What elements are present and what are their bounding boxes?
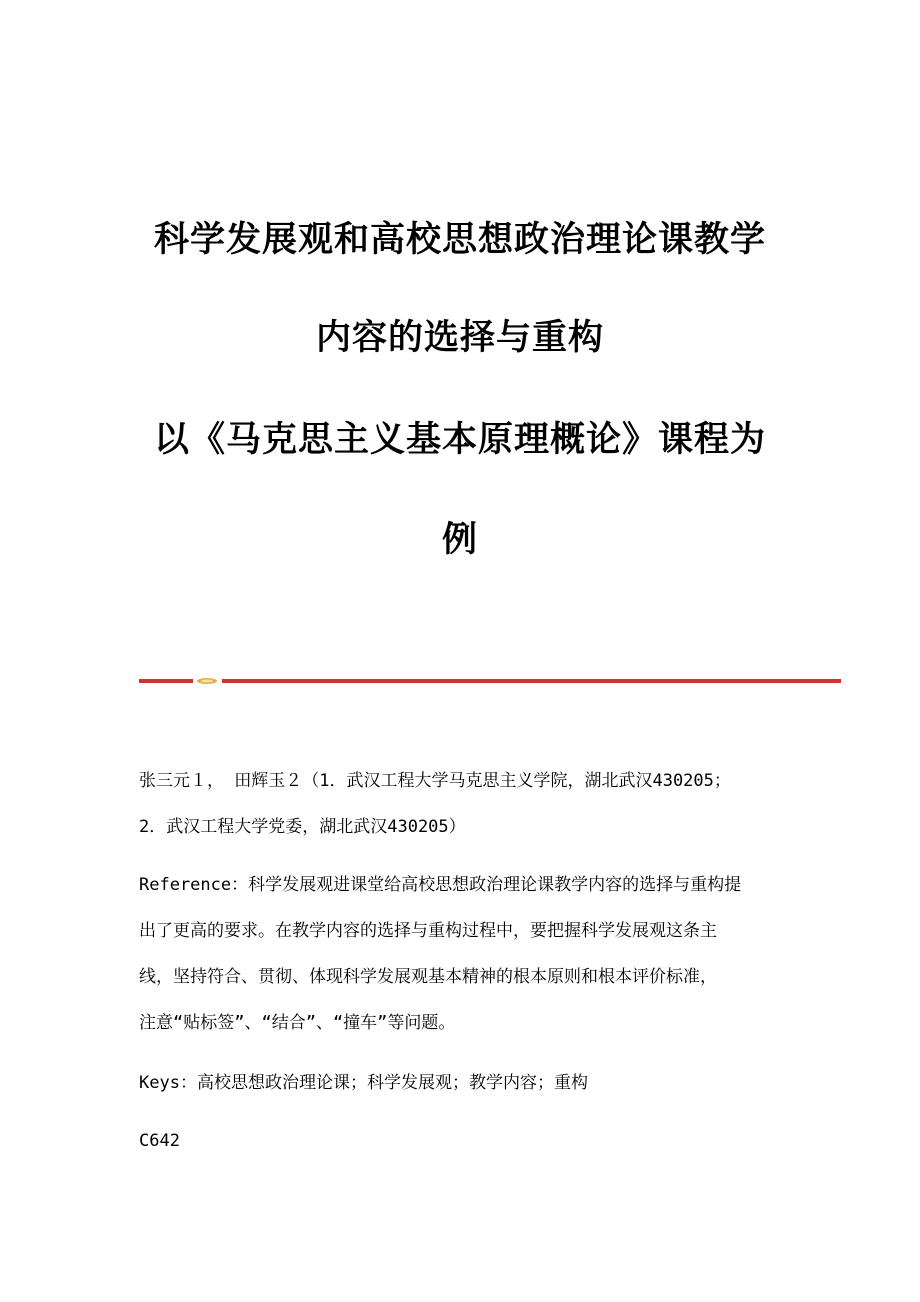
abstract-line-1: Reference：科学发展观进课堂给高校思想政治理论课教学内容的选择与重构提 bbox=[139, 875, 742, 895]
author-affiliation bbox=[139, 758, 789, 850]
title-line-2: 内容的选择与重构 bbox=[315, 318, 604, 358]
title-line-4: 例 bbox=[441, 520, 478, 560]
abstract-line-3: 线，坚持符合、贯彻、体现科学发展观基本精神的根本原则和根本评价标准， bbox=[139, 967, 717, 987]
title-line-3: 以《马克思主义基本原理概论》课程为 bbox=[153, 420, 766, 460]
abstract-line-2: 出了更高的要求。在教学内容的选择与重构过程中，要把握科学发展观这条主 bbox=[139, 921, 717, 941]
title-line-1: 科学发展观和高校思想政治理论课教学 bbox=[153, 220, 766, 260]
keywords: Keys：高校思想政治理论课；科学发展观；教学内容；重构 bbox=[139, 1073, 588, 1093]
author-line-1: 张三元１， 田辉玉２（1．武汉工程大学马克思主义学院，湖北武汉430205； bbox=[139, 771, 731, 791]
title-divider bbox=[139, 676, 841, 686]
author-line-2: 2．武汉工程大学党委，湖北武汉430205） bbox=[139, 817, 466, 837]
abstract-line-4: 注意“贴标签”、“结合”、“撞车”等问题。 bbox=[139, 1013, 456, 1033]
classification-code: C642 bbox=[139, 1131, 180, 1151]
divider-bar-right bbox=[222, 679, 841, 683]
divider-ornament-icon bbox=[196, 677, 218, 685]
divider-bar-left bbox=[139, 679, 193, 683]
abstract bbox=[139, 862, 789, 1046]
